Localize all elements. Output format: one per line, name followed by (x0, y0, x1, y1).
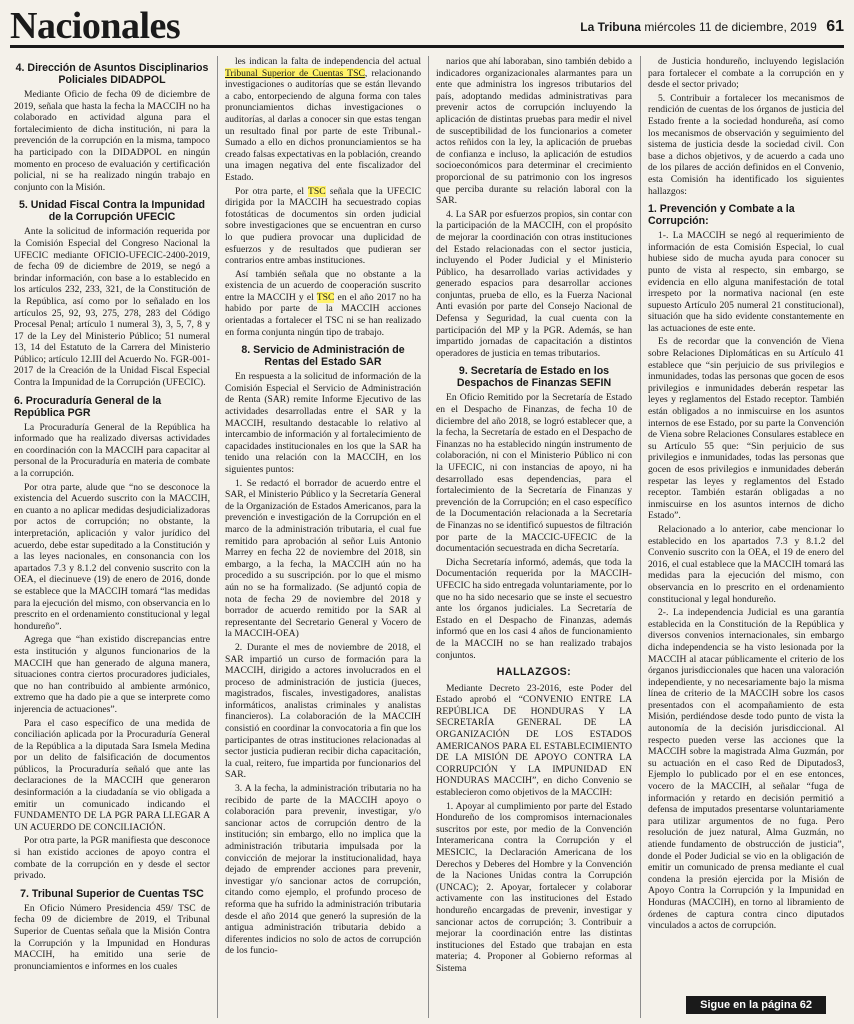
text-span: señala que la UFECIC dirigida por la MACCIH ha secuestrado copias fotostáticas de documentos sin orden judicial sobre investigaciones que se encuentran en curso lo que pudiera provocar una duplicidad de esfuerzos y de resultados que pudieran ser contrarios entre ambas instituciones. (225, 185, 421, 267)
paragraph (225, 186, 421, 267)
paragraph: En Oficio Número Presidencia 459/ TSC de fecha 09 de diciembre de 2019, el Tribunal Superior de Cuentas señala que la Misión Contra la Corrupción y la Impunidad en Honduras MACCIH, ha emitido una serie de pronunciamientos e informes en los cuales (14, 902, 210, 972)
heading-didadpol: 4. Dirección de Asuntos Disciplinarios Policiales DIDADPOL (15, 62, 209, 86)
paragraph: Relacionado a lo anterior, cabe mencionar lo establecido en los apartados 7.3 y 8.1.2 del Convenio suscrito con la OEA, el 19 de enero del 2016, el cual establece que la MACCIH tomará las medidas para la ejecución del mismo, con observancia en lo prescrito en el ordenamiento constitucional y legal hondureño. (648, 523, 844, 605)
paragraph: 5. Contribuir a fortalecer los mecanismos de rendición de cuentas de los órganos de justicia del Estado frente a la sociedad hondureña, así como los mecanismos de observación y seguimiento del sistema de justicia desde la sociedad civil. Con base a dichos objetivos, y de acuerdo a cada uno de los pilares de acción definidos en el Convenio, esta Comisión ha identificado los siguientes hallazgos: (648, 92, 844, 197)
paragraph: Es de recordar que la convención de Viena sobre Relaciones Diplomáticas en su Artículo 41 establece que “sin perjuicio de sus privilegios e inmunidades, todas las personas que gocen de esos privilegios e inmunidades deberán respetar las leyes y reglamentos del Estado receptor. También están obligados a no inmiscuirse en los asuntos internos de ese Estado, por su parte la Convención de Viena sobre Relaciones Consulares establece en su Artículo 55 que: “Sin perjuicio de sus privilegios e inmunidades, todas las personas que gocen de esos privilegios e inmunidades deberán respetar las leyes y reglamentos del Estado receptor. También estarán obligadas a no inmiscuirse en los asuntos internos de dicho Estado”. (648, 336, 844, 522)
highlight-tsc: TSC (308, 185, 326, 197)
issue-date: miércoles 11 de diciembre, 2019 (644, 20, 817, 34)
paragraph: 1. Apoyar al cumplimiento por parte del Estado Hondureño de los compromisos internacionales suscritos por este, por medio de la Convención Interamericana contra la Corrupción y el MESICIC, la Declaración Americana de los Derechos y Deberes del Hombre y la Convención de la Naciones Unidas contra la Corrupción (UNCAC); 2. Apoyar, fortalecer y colaborar activamente con las instituciones del Estado hondureño encargadas de prevenir, investigar y sancionar actos de corrupción; 3. Contribuir a mejorar la coordinación entre las distintas instituciones del Estado que trabajan en esta materia; 4. Proponer al Gobierno reformas al Sistema (436, 800, 632, 974)
paragraph: 2-. La independencia Judicial es una garantía establecida en la Constitución de la República y diversos convenios internacionales, sin embargo dicha independencia se ha visto lesionada por la MACCIH al atacar públicamente el criterio de los órganos jurisdiccionales que hacen una valoración independiente, y no necesariamente bajo la misma línea de criterio de la MACCIH sobre los casos presentados con el acompañamiento de esta Misión, perdiéndose desde todo punto de vista la autonomía de la decisión jurisdiccional. Al respecto pueden verse las acciones que la MACCIH sobre la magistrada Alma Guzmán, por su actuación en el caso Red de Diputados3, Ejemplo lo publicado por el en ese entonces, vocero de la MACCIH, al señalar “fuga de información y retardo en decisión permitió a defensa de imputados presentarse voluntariamente para utilizar argumentos de no fuga. Pero resolución de juez natural, Alma Guzmán, no atiende fundamento de obstrucción de justicia”, donde el Poder Judicial se vio en la obligación de emitir un comunicado de prensa mediante el cual condena la presión ejercida por la Misión de Apoyo Contra la Corrupción y la Impunidad en Honduras (MACCIH), en torno al libramiento de órdenes de captura contra cinco diputados vinculados a actos de corrupción. (648, 607, 844, 932)
heading-prevencion: 1. Prevención y Combate a la Corrupción: (648, 203, 795, 228)
paragraph: 4. La SAR por esfuerzos propios, sin contar con la participación de la MACCIH, con el propósito de mejorar la coordinación con otras instituciones del Estado relacionadas con el sector justicia, incluyendo el Poder Judicial y el Ministerio Público, ha desarrollado varias actividades y generado espacios para desarrollar acciones conjuntas, prueba de ello, es la Fuerza Nacional Anti evasión por parte del Consejo Nacional de Defensa y Seguridad, la cual cuenta con la participación del MP y la PGR. Además, se han impartido jornadas de capacitación a distintos operadores de justicia en temas tributarios. (436, 208, 632, 359)
paragraph: de Justicia hondureño, incluyendo legislación para fortalecer el combate a la corrupción en y desde el sector privado; (648, 56, 844, 91)
heading-hallazgos: HALLAZGOS: (496, 666, 572, 679)
paragraph: Por otra parte, alude que “no se desconoce la existencia del Acuerdo suscrito con la MACCIH, en cuanto a no aplicar medidas desjudicializadoras por actos de corrupción; no obstante, la interpretación, aplicación y valor jurídico del acuerdo, debe estar supeditado a la Constitución y a las leyes nacionales, en consonancia con los apartados 7.3 y 8.1.2 del convenio suscrito con la OEA, el diecinueve (19) de enero de 2016, donde se establece que la MACCIH tomará “las medidas para la ejecución del mismo, con observancia en lo prescrito en el ordenamiento constitucional y legal hondureño”. (14, 481, 210, 632)
page-header (10, 4, 844, 48)
heading-sefin: 9. Secretaría de Estado en los Despachos de Finanzas SEFIN (456, 365, 612, 390)
paragraph (225, 269, 421, 339)
column-4 (648, 56, 844, 1018)
article-columns (14, 56, 844, 1018)
column-2 (225, 56, 421, 1018)
heading-pgr: 6. Procuraduría General de la República PGR (14, 394, 162, 419)
newspaper-name: La Tribuna (580, 20, 641, 34)
text-span: les indican la falta de independencia del actual (235, 56, 421, 67)
paragraph: Mediante Oficio de fecha 09 de diciembre de 2019, señala que hasta la fecha la MACCIH no ha colaborado en actividad alguna para el fortalecimiento de dicha institución, ni para la prevención de la corrupción en la misma, tampoco ha participado con la DIDADPOL en ningún momento en proceso de evaluación y certificación policial, ni se ha realizado ningún trabajo en conjunto con la Misión. (14, 89, 210, 193)
paragraph: Para el caso específico de una medida de conciliación aplicada por la Procuraduría General de la República a la diputada Sara Ismela Medina por un delito de falsificación de documentos públicos, la Procuraduría señaló que ante las declaraciones de la MACCIH que generaron desinformación a la ciudadanía se vio obligada a emitir un comunicado indicando el FUNDAMENTO DE LA PGR PARA LLEGAR A UN ACUERDO DE CONCILIACIÓN. (14, 717, 210, 833)
list-item: 2. Durante el mes de noviembre de 2018, el SAR impartió un curso de formación para la MACCIH, dirigido a actores involucrados en el proceso de administración de justicia (jueces, magistrados, fiscales, investigadores, analistas informáticos, analistas criminales y analistas financieros). La colaboración de la MACCIH consistió en coordinar la convocatoria a fin que los participantes de otras instituciones relacionadas al sector justicia pudieran recibir dicha capacitación, la cual, reitero, fue impartida por funcionarios del SAR. (225, 641, 421, 781)
text-span: , relacionando investigaciones o auditorías que se están llevando a cabo, entorpeciendo de alguna forma con tales pronunciamientos dichas investigaciones o auditorías, al darlas a conocer sin que estas tengan un resultado final por parte de este Tribunal.- Sumado a ello en dichos pronunciamientos se ha creado falsas expectativas en la población, creando una imagen negativa del ente fiscalizador del Estado. (225, 67, 421, 183)
paragraph: La Procuraduría General de la República ha informado que ha realizado diversas actividades en coordinación con la MACCIH para capacitar al personal de la Procuraduría en materia de combate a la corrupción. (14, 421, 210, 480)
highlight-tsc: TSC (316, 291, 335, 303)
paragraph: En respuesta a la solicitud de información de la Comisión Especial el Servicio de Administración de Renta (SAR) remite Informe Ejecutivo de las actividades desarrolladas entre el SAR y la MACCIH, resultando destacable lo relativo al intercambio de información y al fortalecimiento de capacidades institucionales en los que la SAR ha tenido una relación con la MACCIH, en los siguientes puntos: (225, 371, 421, 475)
paragraph: narios que ahí laboraban, sino también debido a indicadores organizacionales alarmantes para un ente que administra los ingresos tributarios del país, adoptando medidas administrativas para prevenir actos de corrupción incluyendo la aplicación de distintas pruebas para medir el nivel de susceptibilidad de los funcionarios a cometer actos reñidos con la ley, la aplicación de pruebas de confianza e incluso, la aplicación de estudios socioeconómicos para determinar el crecimiento proporcional de su patrimonio con los ingresos que perciba durante su relación laboral con la SAR. (436, 56, 632, 207)
paragraph: Dicha Secretaría informó, además, que toda la Documentación requerida por la MACCIH-UFECIC ha sido entregada voluntariamente, por lo que no ha sido necesario que se inste el secuestro ante los órganos judiciales. La Secretaría de Estado en el Despacho de Finanzas, además informó que en los casi 4 años de funcionamiento de la MACCIH no se han realizado trabajos conjuntos. (436, 556, 632, 661)
page-meta (580, 18, 844, 36)
heading-sar: 8. Servicio de Administración de Rentas del Estado SAR (241, 344, 405, 369)
list-item: 3. A la fecha, la administración tributaria no ha recibido de parte de la MACCIH apoyo o colaboración para prevenir, investigar, y/o sancionar actos de corrupción dentro de la institución; sin embargo, ello no implica que la administración tributaria impulsada por la convicción de mejorar la institucionalidad, haya dejado de emprender acciones para prevenir, investigar y/o sancionar actos de corrupción, citando como ejemplo, el profundo proceso de reforma que ha sufrido la administración tributaria desde el año 2014 que generó la supresión de la antigua administración tributaria debido a diferentes indicios no solo de actos de corrupción de los funcio- (225, 783, 421, 957)
paragraph: Por otra parte, la PGR manifiesta que desconoce si han existido acciones de apoyo contra el combate de la corrupción en y desde el sector privado. (14, 835, 210, 882)
continued-on-page-link[interactable]: Sigue en la página 62 (686, 996, 826, 1014)
paragraph: Mediante Decreto 23-2016, este Poder del Estado aprobó el “CONVENIO ENTRE LA REPÚBLICA DE HONDURAS Y LA SECRETARÍA GENERAL DE LA ORGANIZACIÓN DE LOS ESTADOS AMERICANOS PARA EL ESTABLECIMIENTO DE LA MISIÓN DE APOYO CONTRA LA CORRUPCIÓN Y LA IMPUNIDAD EN HONDURAS MACCIH”, en dicho Convenio se establecieron como objetivos de la MACCIH: (436, 682, 632, 799)
text-span: Así también señala que no obstante a la existencia de un acuerdo de cooperación suscrito entre la MACCIH y el (225, 268, 421, 303)
page-number: 61 (826, 18, 844, 35)
paragraph: 1-. La MACCIH se negó al requerimiento de información de esta Comisión Especial, lo cual hubiese sido de mucha ayuda para conocer su punto de vista al respecto, sin embargo, se evidencia en ello alguna manifestación de total irrespeto por la normativa nacional (en este supuesto Artículo 205 numeral 21 constitucional), situación que ha sido evidente constantemente en las actuaciones de este ente. (648, 230, 844, 334)
section-title: Nacionales (10, 5, 181, 47)
column-3 (436, 56, 632, 1018)
text-span: en el año 2017 no ha habido por parte de la MACCIH acciones orientadas a fortalecer el TSC ni se han realizado en forma conjunta ningún tipo de trabajo. (225, 291, 421, 338)
heading-ufecic: 5. Unidad Fiscal Contra la Impunidad de la Corrupción UFECIC (18, 199, 205, 224)
paragraph: En Oficio Remitido por la Secretaría de Estado en el Despacho de Finanzas, de fecha 10 de diciembre del año 2018, se logró establecer que, a la fecha, la Secretaría de estado en el Despacho de Finanzas no ha establecido ningún instrumento de colaboración, ni con el Ministerio Público ni con la UFECIC, ni con instancias de apoyo, ni ha desarrollado esas dependencias, para el fortalecimiento de la Secretaría de Finanzas y prevención de la Corrupción; en el caso específico de la Documentación relacionada a la Secretaría de Finanzas no se identificó supuestos de filtración por parte de la MACCIC-UFECIC de la documentación secuestrada en dicha Secretaría. (436, 392, 632, 555)
list-item: 1. Se redactó el borrador de acuerdo entre el SAR, el Ministerio Público y la Secretaría General de la Organización de Estados Americanos, para la prevención e investigación de la Corrupción en el marco de la administración tributaria, el cual fue remitido para aprobación al señor Luis Antonio Marrey en fecha 22 de noviembre del 2018, sin embargo, a la fecha, la MACCIH aún no ha procedido a su suscripción. por lo que el mismo aún no se ha formalizado. (Se adjuntó copia de nota de fecha 29 de noviembre del 2018 y borrador de acuerdo remitido por la SAR al representante del Secretario General y Vocero de la MACCIH-OEA) (225, 477, 421, 640)
paragraph (225, 56, 421, 184)
text-span: Por otra parte, el (235, 185, 309, 197)
heading-tsc: 7. Tribunal Superior de Cuentas TSC (20, 887, 204, 900)
highlight-tsc: Tribunal Superior de Cuentas TSC (225, 67, 365, 79)
paragraph: Ante la solicitud de información requerida por la Comisión Especial del Congreso Nacional la UFECIC mediante OFICIO-UFECIC-2400-2019, de fecha 09 de diciembre de 2019, se negó a brindar información, con base a lo establecido en los artículos 232, 233, 321, de la Constitución de la República, así como por lo señalado en los artículos 25, 92, 93, 275, 278, 283 del Código Procesal Penal; artículo 1 numeral 3), 3, 5, 7, 8 y 17 de la Ley del Ministerio Público; 51 numeral 13, 14 del Estatuto de la Carrera del Ministerio Público; artículo 12.III del Acuerdo No. FGR-001-2017 de la Creación de la Unidad Fiscal Especial Contra la Impunidad de la Corrupción (UFECIC). (14, 226, 210, 389)
paragraph: Agrega que “han existido discrepancias entre esta institución y algunos funcionarios de la MACCIH que han generado de alguna manera, situaciones contra ciertos procuradores judiciales, que no han contribuido al ambiente armónico, extremo que ha dado pie a que se interprete como injerencia de actuaciones”. (14, 634, 210, 715)
column-1 (14, 56, 210, 1018)
